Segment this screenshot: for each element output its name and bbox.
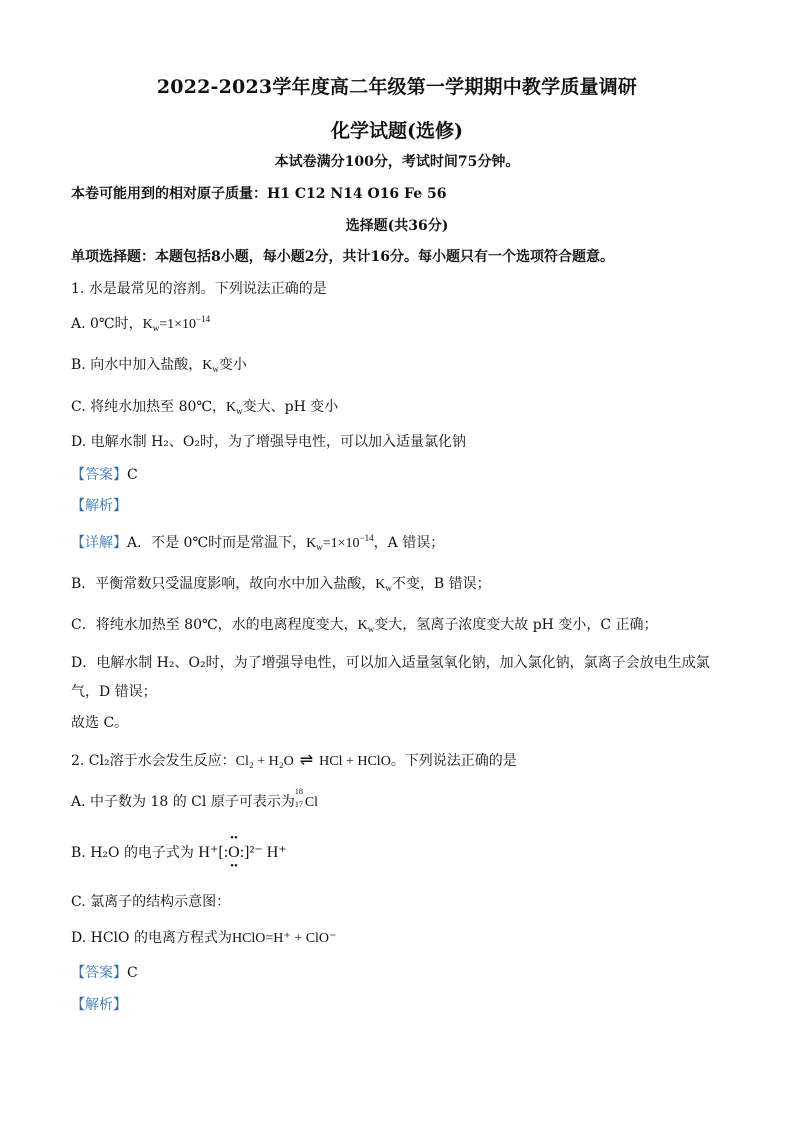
answer-value: C — [127, 965, 138, 981]
q1-analysis-label: 【解析】 — [71, 498, 127, 514]
kw-equation: =1×10 — [159, 317, 197, 332]
equilibrium-arrow-icon: ⇌ — [299, 752, 314, 769]
exam-title: 2022-2023学年度高二年级第一学期期中教学质量调研 — [156, 76, 638, 98]
oxygen-atom — [228, 832, 240, 872]
kw-subscript: w — [236, 406, 243, 416]
nuclide-notation — [294, 787, 305, 810]
detail-a-tail: ，A 错误； — [373, 535, 445, 551]
lone-pair-bottom-icon: •• — [230, 860, 238, 872]
q1-conclusion: 故选 C。 — [71, 715, 129, 731]
exam-info: 本试卷满分100分，考试时间75分钟。 — [274, 154, 520, 170]
kw-equation: =1×10 — [322, 536, 360, 551]
oxygen-symbol: O — [228, 844, 240, 861]
kw-symbol: K — [375, 577, 386, 592]
q2-stem — [71, 750, 517, 770]
q2-products: HCl + HClO — [319, 754, 391, 769]
q2-stem-tail: 。下列说法正确的是 — [390, 753, 517, 769]
q1-detail-b — [71, 573, 491, 593]
q1-detail-c — [71, 614, 658, 634]
element-symbol: Cl — [304, 795, 319, 810]
q1-detail-d-cont: 气，D 错误； — [71, 684, 157, 700]
q2-option-d-text: D. HClO 的电离方程式为 — [71, 930, 232, 946]
electron-formula — [198, 832, 287, 872]
q1-option-b-text: B. 向水中加入盐酸， — [71, 357, 203, 373]
q2-answer — [71, 962, 138, 982]
kw-symbol: K — [226, 400, 237, 415]
kw-exponent: −14 — [196, 314, 211, 324]
q1-option-a-text: A. 0℃时， — [71, 316, 143, 332]
formula-right: :]²⁻ H⁺ — [239, 844, 287, 861]
q1-option-c-tail: 变大、pH 变小 — [242, 399, 339, 415]
kw-subscript: w — [316, 542, 323, 552]
kw-subscript: w — [152, 323, 160, 333]
q2-option-b — [71, 832, 287, 872]
q1-detail-a — [71, 532, 444, 552]
q2-option-d — [71, 927, 336, 947]
q1-stem: 1. 水是最常见的溶剂。下列说法正确的是 — [71, 281, 327, 297]
q1-option-b-tail: 变小 — [218, 357, 247, 373]
q1-option-b — [71, 354, 247, 374]
q1-option-c-text: C. 将纯水加热至 80℃， — [71, 399, 227, 415]
kw-symbol: K — [142, 317, 153, 332]
kw-symbol: K — [306, 536, 317, 551]
section-instruction: 单项选择题：本题包括8小题，每小题2分，共计16分。每小题只有一个选项符合题意。 — [71, 249, 614, 265]
answer-label: 【答案】 — [71, 467, 127, 483]
q2-option-a — [71, 787, 319, 811]
detail-c-text: C．将纯水加热至 80℃，水的电离程度变大， — [71, 617, 358, 633]
section-title: 选择题(共36分) — [345, 218, 449, 234]
answer-value: C — [127, 467, 138, 483]
kw-symbol: K — [202, 358, 213, 373]
atomic-masses: 本卷可能用到的相对原子质量：H1 C12 N14 O16 Fe 56 — [71, 186, 447, 202]
atomic-number: 17 — [294, 800, 303, 809]
kw-symbol: K — [357, 618, 368, 633]
q1-option-c — [71, 396, 338, 416]
formula-left: H⁺[: — [198, 844, 229, 861]
q2-option-c: C. 氯离子的结构示意图： — [71, 894, 231, 910]
q1-answer — [71, 464, 138, 484]
q2-analysis-label: 【解析】 — [71, 997, 127, 1013]
kw-exponent: −14 — [359, 533, 374, 543]
q2-option-b-text: B. H₂O 的电子式为 — [71, 845, 194, 861]
answer-label: 【答案】 — [71, 965, 127, 981]
q2-reactants: Cl₂ + H₂O — [235, 754, 294, 769]
q1-option-a — [71, 313, 210, 333]
exam-subtitle: 化学试题(选修) — [331, 120, 463, 142]
q1-option-d: D. 电解水制 H₂、O₂时，为了增强导电性，可以加入适量氯化钠 — [71, 434, 466, 450]
detail-b-tail: 不变，B 错误； — [391, 576, 491, 592]
detail-a-text: A．不是 0℃时而是常温下， — [127, 535, 307, 551]
detail-b-text: B．平衡常数只受温度影响，故向水中加入盐酸， — [71, 576, 376, 592]
q1-detail-d: D．电解水制 H₂、O₂时，为了增强导电性，可以加入适量氢氧化钠，加入氯化钠，氯离子会放电生成氯 — [71, 655, 710, 671]
detail-label: 【详解】 — [71, 535, 127, 551]
q2-option-a-text: A. 中子数为 18 的 Cl 原子可表示为 — [71, 794, 295, 810]
kw-subscript: w — [367, 624, 375, 634]
mass-number: 18 — [294, 787, 303, 796]
ionization-equation: HClO=H⁺ + ClO⁻ — [231, 931, 337, 946]
kw-subscript: w — [212, 364, 219, 374]
q2-stem-text: 2. Cl₂溶于水会发生反应： — [71, 753, 236, 769]
lone-pair-top-icon: •• — [230, 832, 238, 844]
kw-subscript: w — [385, 583, 392, 593]
detail-c-tail: 变大，氢离子浓度变大故 pH 变小，C 正确； — [374, 617, 658, 633]
